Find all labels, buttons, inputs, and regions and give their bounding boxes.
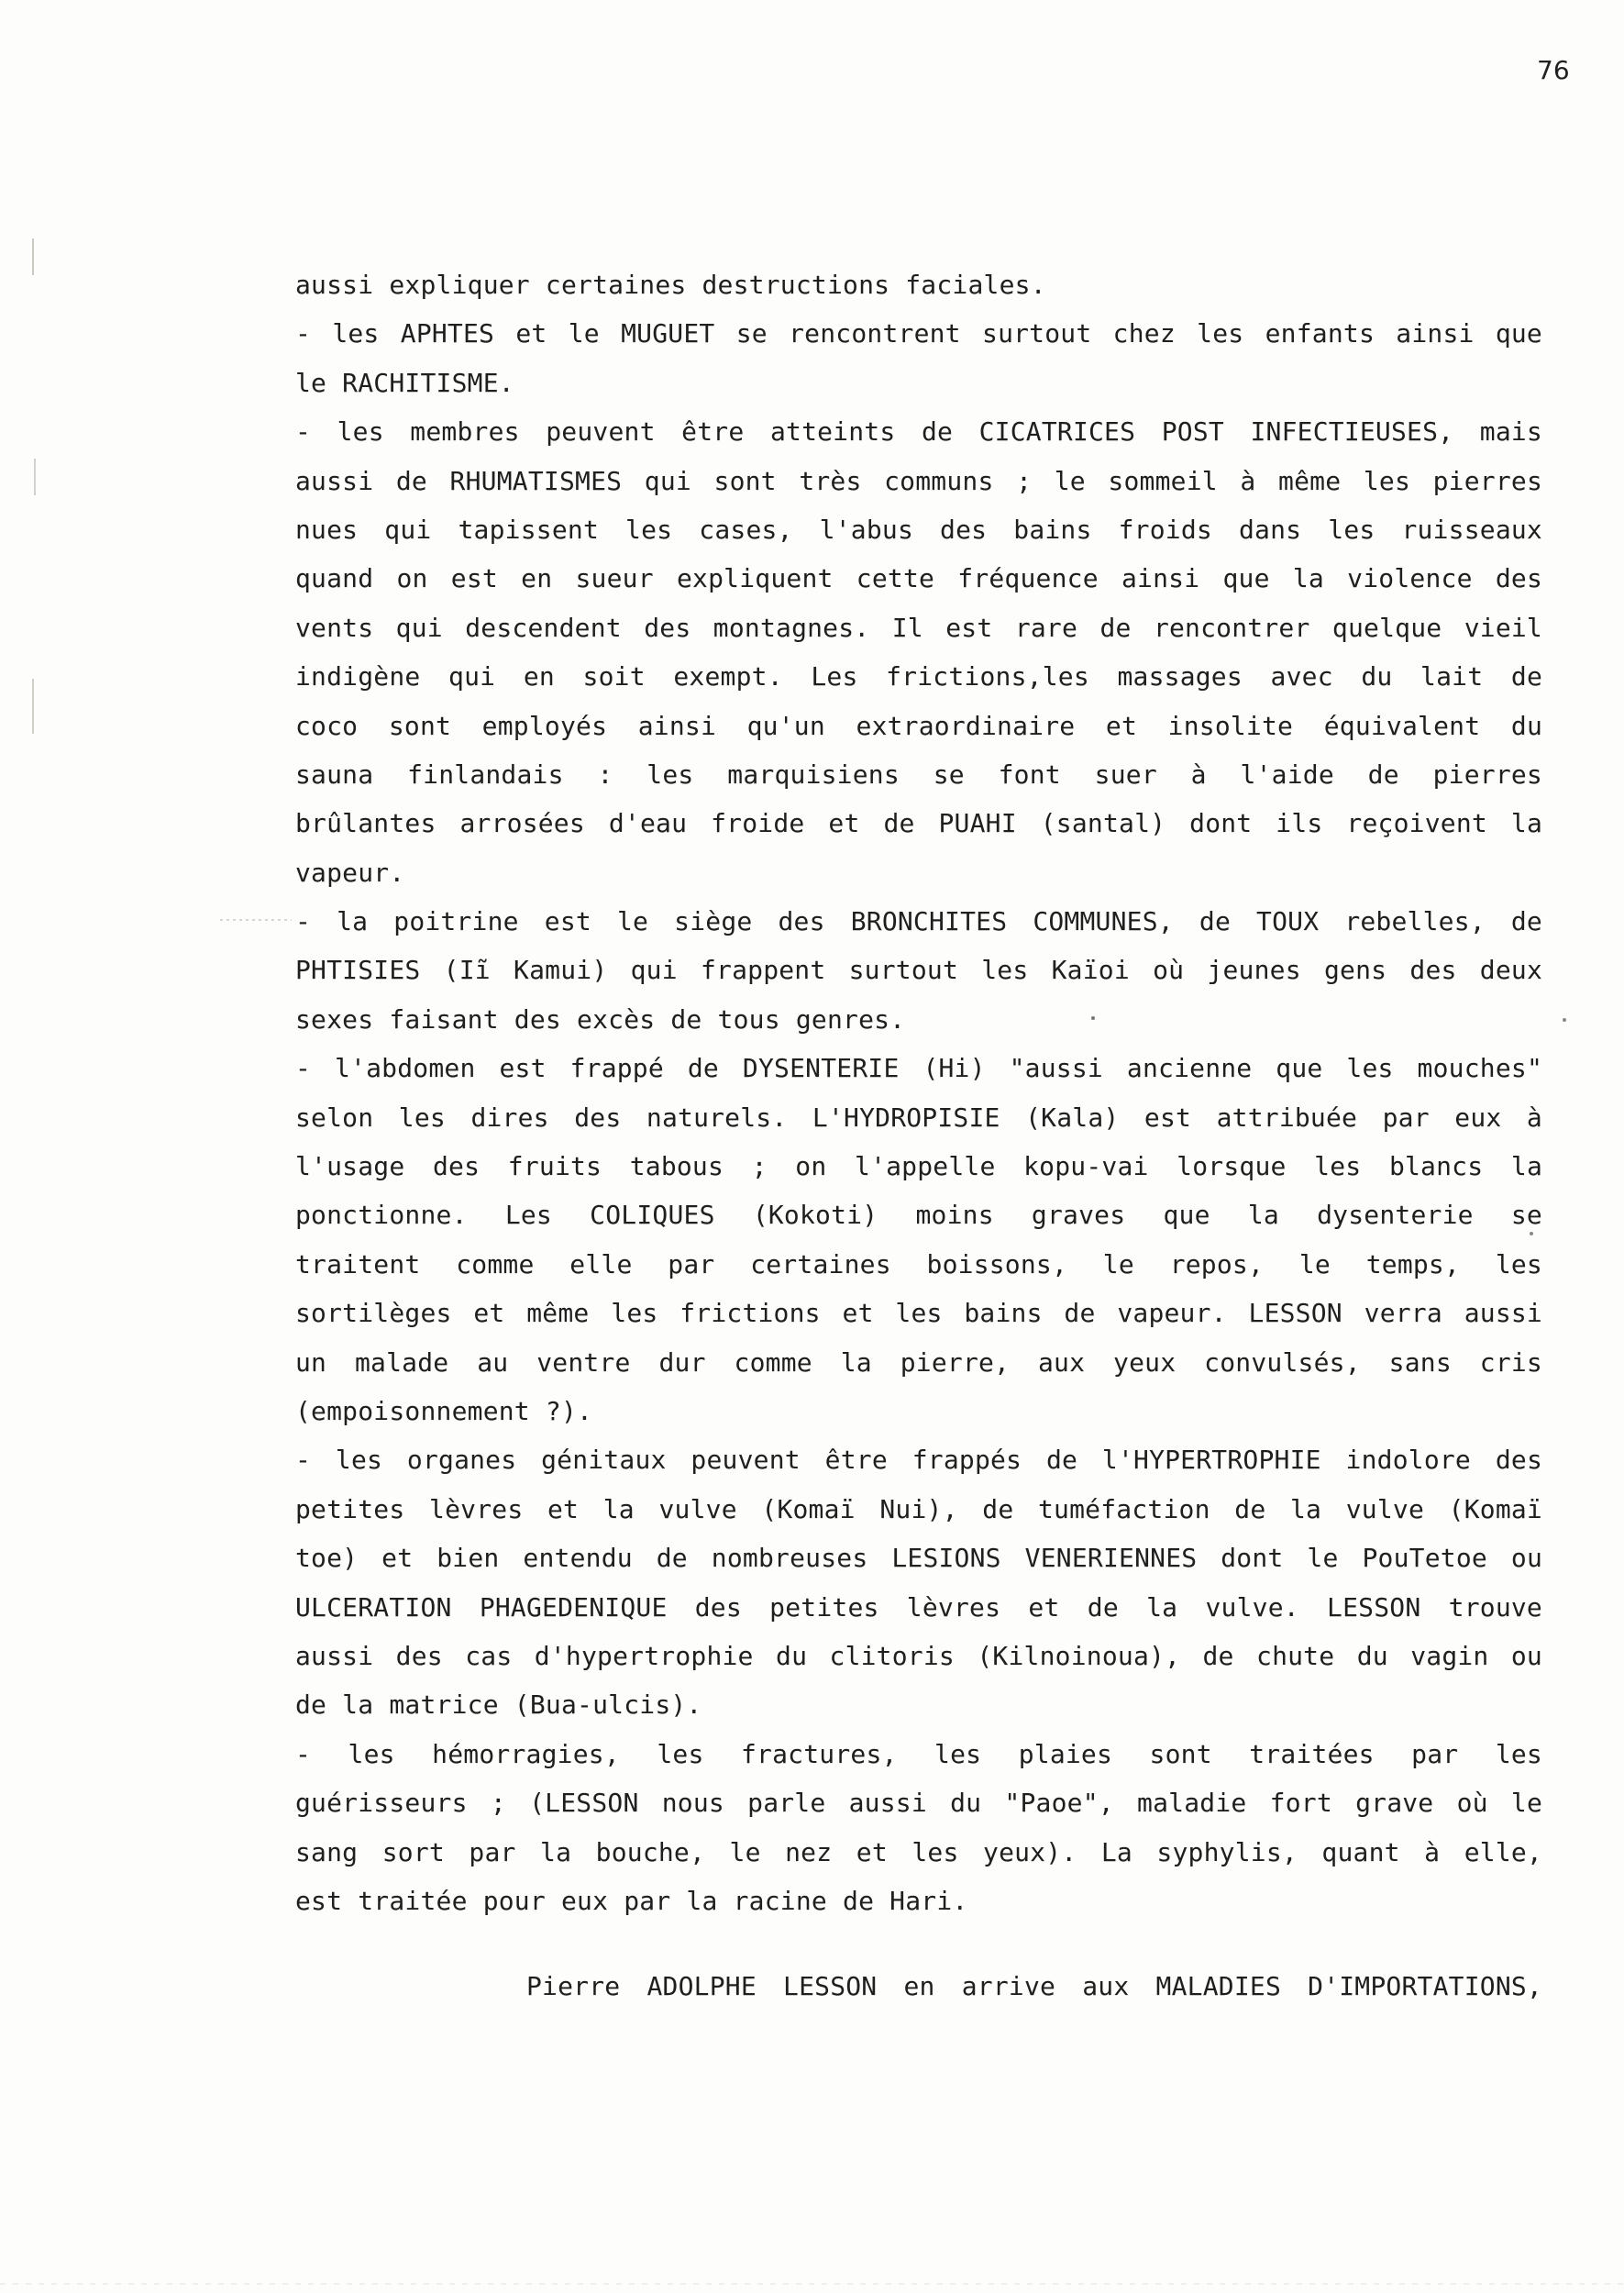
text-line: - les hémorragies, les fractures, les plaies sont traitées par les — [295, 1738, 1542, 1769]
text-line: sang sort par la bouche, le nez et les yeux). La syphylis, quant à elle, — [295, 1836, 1542, 1867]
text-line: est traitée pour eux par la racine de Hari. — [295, 1885, 968, 1916]
text-line: - les APHTES et le MUGUET se rencontrent surtout chez les enfants ainsi que — [295, 318, 1542, 349]
text-line: - les organes génitaux peuvent être frappés de l'HYPERTROPHIE indolore des — [295, 1445, 1542, 1476]
text-line: quand on est en sueur expliquent cette fréquence ainsi que la violence des — [295, 563, 1542, 594]
text-line: ULCERATION PHAGEDENIQUE des petites lèvres et de la vulve. LESSON trouve — [295, 1591, 1542, 1623]
text-line: - les membres peuvent être atteints de CICATRICES POST INFECTIEUSES, mais — [295, 416, 1542, 448]
text-line: indigène qui en soit exempt. Les frictions,les massages avec du lait de — [295, 661, 1542, 692]
text-line: nues qui tapissent les cases, l'abus des bains froids dans les ruisseaux — [295, 514, 1542, 545]
text-line: aussi de RHUMATISMES qui sont très communs ; le sommeil à même les pierres — [295, 465, 1542, 496]
closing-line: Pierre ADOLPHE LESSON en arrive aux MALADIES D'IMPORTATIONS, — [526, 1971, 1542, 2002]
text-line: l'usage des fruits tabous ; on l'appelle kopu-vai lorsque les blancs la — [295, 1151, 1542, 1182]
text-line: le RACHITISME. — [295, 367, 514, 398]
text-line: - la poitrine est le siège des BRONCHITES COMMUNES, de TOUX rebelles, de — [295, 906, 1542, 937]
text-line: vapeur. — [295, 857, 405, 888]
text-line: coco sont employés ainsi qu'un extraordinaire et insolite équivalent du — [295, 710, 1542, 741]
text-line: sortilèges et même les frictions et les bains de vapeur. LESSON verra aussi — [295, 1298, 1542, 1329]
text-line: petites lèvres et la vulve (Komaï Nui), de tuméfaction de la vulve (Komaï — [295, 1493, 1542, 1524]
text-line: vents qui descendent des montagnes. Il est rare de rencontrer quelque vieil — [295, 612, 1542, 643]
text-line: (empoisonnement ?). — [295, 1395, 593, 1426]
text-line: toe) et bien entendu de nombreuses LESIONS VENERIENNES dont le PouTetoe ou — [295, 1543, 1542, 1574]
text-line: sauna finlandais : les marquisiens se font suer à l'aide de pierres — [295, 759, 1542, 790]
text-line: aussi des cas d'hypertrophie du clitoris (Kilnoinoua), de chute du vagin ou — [295, 1640, 1542, 1671]
text-line: PHTISIES (Iĩ Kamui) qui frappent surtout les Kaïoi où jeunes gens des deux — [295, 955, 1542, 986]
body-text — [295, 260, 1542, 2011]
text-line: selon les dires des naturels. L'HYDROPISIE (Kala) est attribuée par eux à — [295, 1102, 1542, 1133]
text-line: de la matrice (Bua-ulcis). — [295, 1689, 702, 1721]
text-line: guérisseurs ; (LESSON nous parle aussi du "Paoe", maladie fort grave où le — [295, 1788, 1542, 1819]
text-line: sexes faisant des excès de tous genres. — [295, 1003, 906, 1035]
text-line: brûlantes arrosées d'eau froide et de PUAHI (santal) dont ils reçoivent la — [295, 808, 1542, 839]
text-line: un malade au ventre dur comme la pierre, aux yeux convulsés, sans cris — [295, 1346, 1542, 1378]
page-number: 76 — [1537, 55, 1570, 85]
paragraph-gap — [295, 1925, 1542, 1962]
text-line: traitent comme elle par certaines boissons, le repos, le temps, les — [295, 1248, 1542, 1279]
text-line: - l'abdomen est frappé de DYSENTERIE (Hi) "aussi ancienne que les mouches" — [295, 1053, 1542, 1084]
text-line: aussi expliquer certaines destructions faciales. — [295, 270, 1046, 300]
text-line: ponctionne. Les COLIQUES (Kokoti) moins graves que la dysenterie se — [295, 1200, 1542, 1231]
